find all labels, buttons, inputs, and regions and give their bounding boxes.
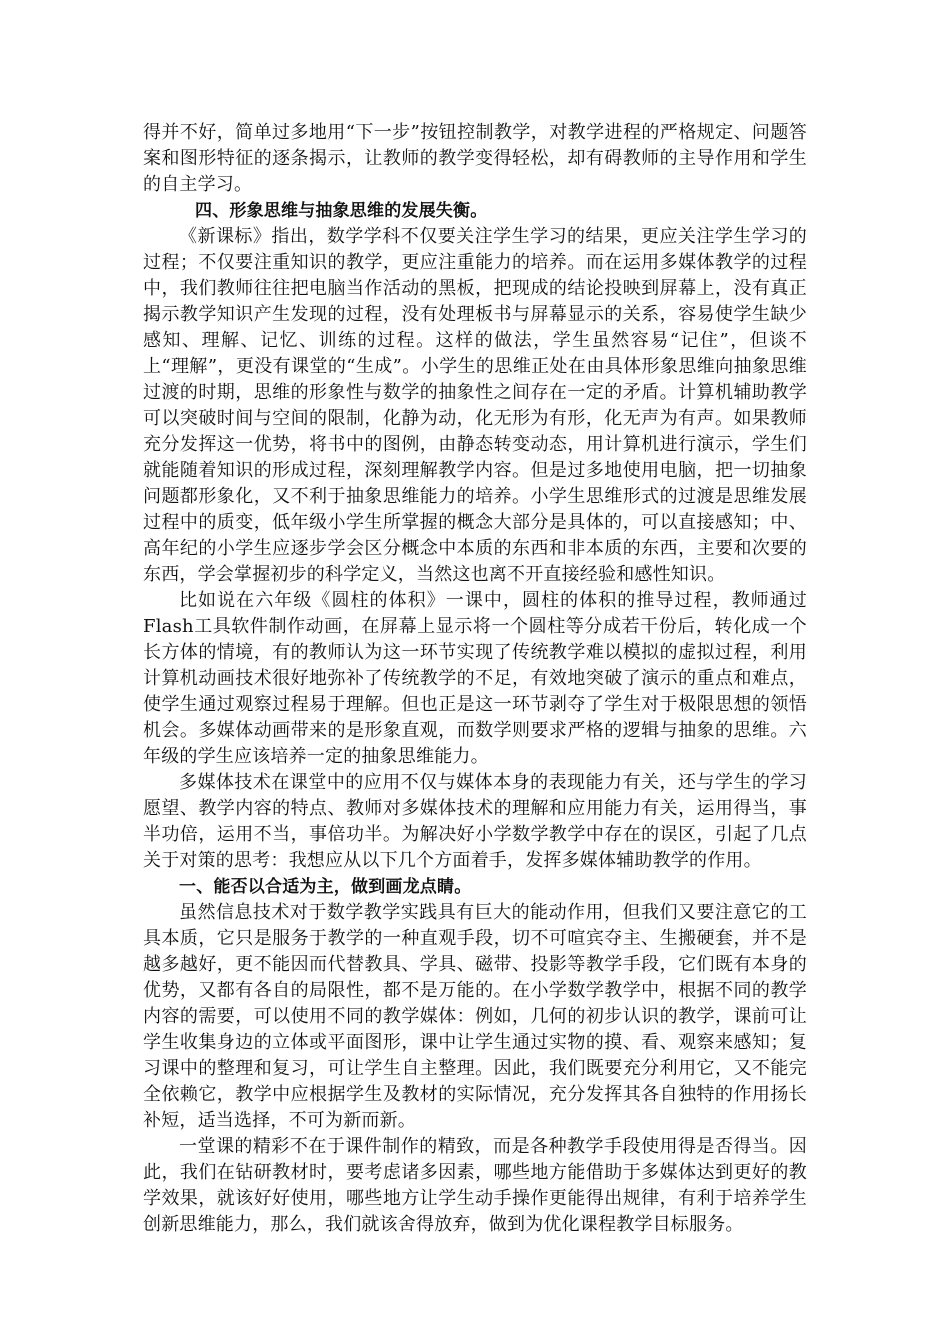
paragraph-new-curriculum: 《新课标》指出，数学学科不仅要关注学生学习的结果，更应关注学生学习的过程；不仅要注重知识的教学，更应注重能力的培养。而在运用多媒体教学的过程中，我们教师往往把电脑当作活动的黑板，把现成的结论投映到屏幕上，没有真正揭示教学知识产生发现的过程，没有处理板书与屏幕显示的关系，容易使学生缺少感知、理解、记忆、训练的过程。这样的做法，学生虽然容易“记住”，但谈不上“理解”，更没有课堂的“生成”。小学生的思维正处在由具体形象思维向抽象思维过渡的时期，思维的形象性与数学的抽象性之间存在一定的矛盾。计算机辅助教学可以突破时间与空间的限制，化静为动，化无形为有形，化无声为有声。如果教师充分发挥这一优势，将书中的图例，由静态转变动态，用计算机进行演示，学生们就能随着知识的形成过程，深刻理解教学内容。但是过多地使用电脑，把一切抽象问题都形象化，又不利于抽象思维能力的培养。小学生思维形式的过渡是思维发展过程中的质变，低年级小学生所掌握的概念大部分是具体的，可以直接感知；中、高年纪的小学生应逐步学会区分概念中本质的东西和非本质的东西，主要和次要的东西，学会掌握初步的科学定义，当然这也离不开直接经验和感性知识。	[143, 226, 807, 585]
paragraph-continuation: 得并不好，简单过多地用“下一步”按钮控制教学，对教学进程的严格规定、问题答案和图形特征的逐条揭示，让教师的教学变得轻松，却有碍教师的主导作用和学生的自主学习。	[143, 122, 807, 195]
section-heading-4: 四、形象思维与抽象思维的发展失衡。	[195, 201, 488, 221]
paragraph-cylinder-example: 比如说在六年级《圆柱的体积》一课中，圆柱的体积的推导过程，教师通过Flash工具软件制作动画，在屏幕上显示将一个圆柱等分成若干份后，转化成一个长方体的情境，有的教师认为这一环节实现了传统教学难以模拟的虚拟过程，利用计算机动画技术很好地弥补了传统教学的不足，有效地突破了演示的重点和难点，使学生通过观察过程易于理解。但也正是这一环节剥夺了学生对于极限思想的领悟机会。多媒体动画带来的是形象直观，而数学则要求严格的逻辑与抽象的思维。六年级的学生应该培养一定的抽象思维能力。	[143, 590, 807, 767]
section-heading-1: 一、能否以合适为主，做到画龙点睛。	[179, 877, 472, 897]
paragraph-multimedia-application: 多媒体技术在课堂中的应用不仅与媒体本身的表现能力有关，还与学生的学习愿望、教学内容的特点、教师对多媒体技术的理解和应用能力有关，运用得当，事半功倍，运用不当，事倍功半。为解决好小学数学教学中存在的误区，引起了几点关于对策的思考：我想应从以下几个方面着手，发挥多媒体辅助教学的作用。	[143, 772, 807, 871]
document-body	[143, 120, 807, 1238]
paragraph-lesson-highlight: 一堂课的精彩不在于课件制作的精致，而是各种教学手段使用得是否得当。因此，我们在钻研教材时，要考虑诸多因素，哪些地方能借助于多媒体达到更好的教学效果，就该好好使用，哪些地方让学生动手操作更能得出规律，有利于培养学生创新思维能力，那么，我们就该舍得放弃，做到为优化课程教学目标服务。	[143, 1136, 807, 1235]
paragraph-tool-nature: 虽然信息技术对于数学教学实践具有巨大的能动作用，但我们又要注意它的工具本质，它只是服务于教学的一种直观手段，切不可喧宾夺主、生搬硬套，并不是越多越好，更不能因而代替教具、学具、磁带、投影等教学手段，它们既有本身的优势，又都有各自的局限性，都不是万能的。在小学数学教学中，根据不同的教学内容的需要，可以使用不同的教学媒体：例如，几何的初步认识的教学，课前可让学生收集身边的立体或平面图形，课中让学生通过实物的摸、看、观察来感知；复习课中的整理和复习，可让学生自主整理。因此，我们既要充分利用它，又不能完全依赖它，教学中应根据学生及教材的实际情况，充分发挥其各自独特的作用扬长补短，适当选择，不可为新而新。	[143, 902, 807, 1131]
